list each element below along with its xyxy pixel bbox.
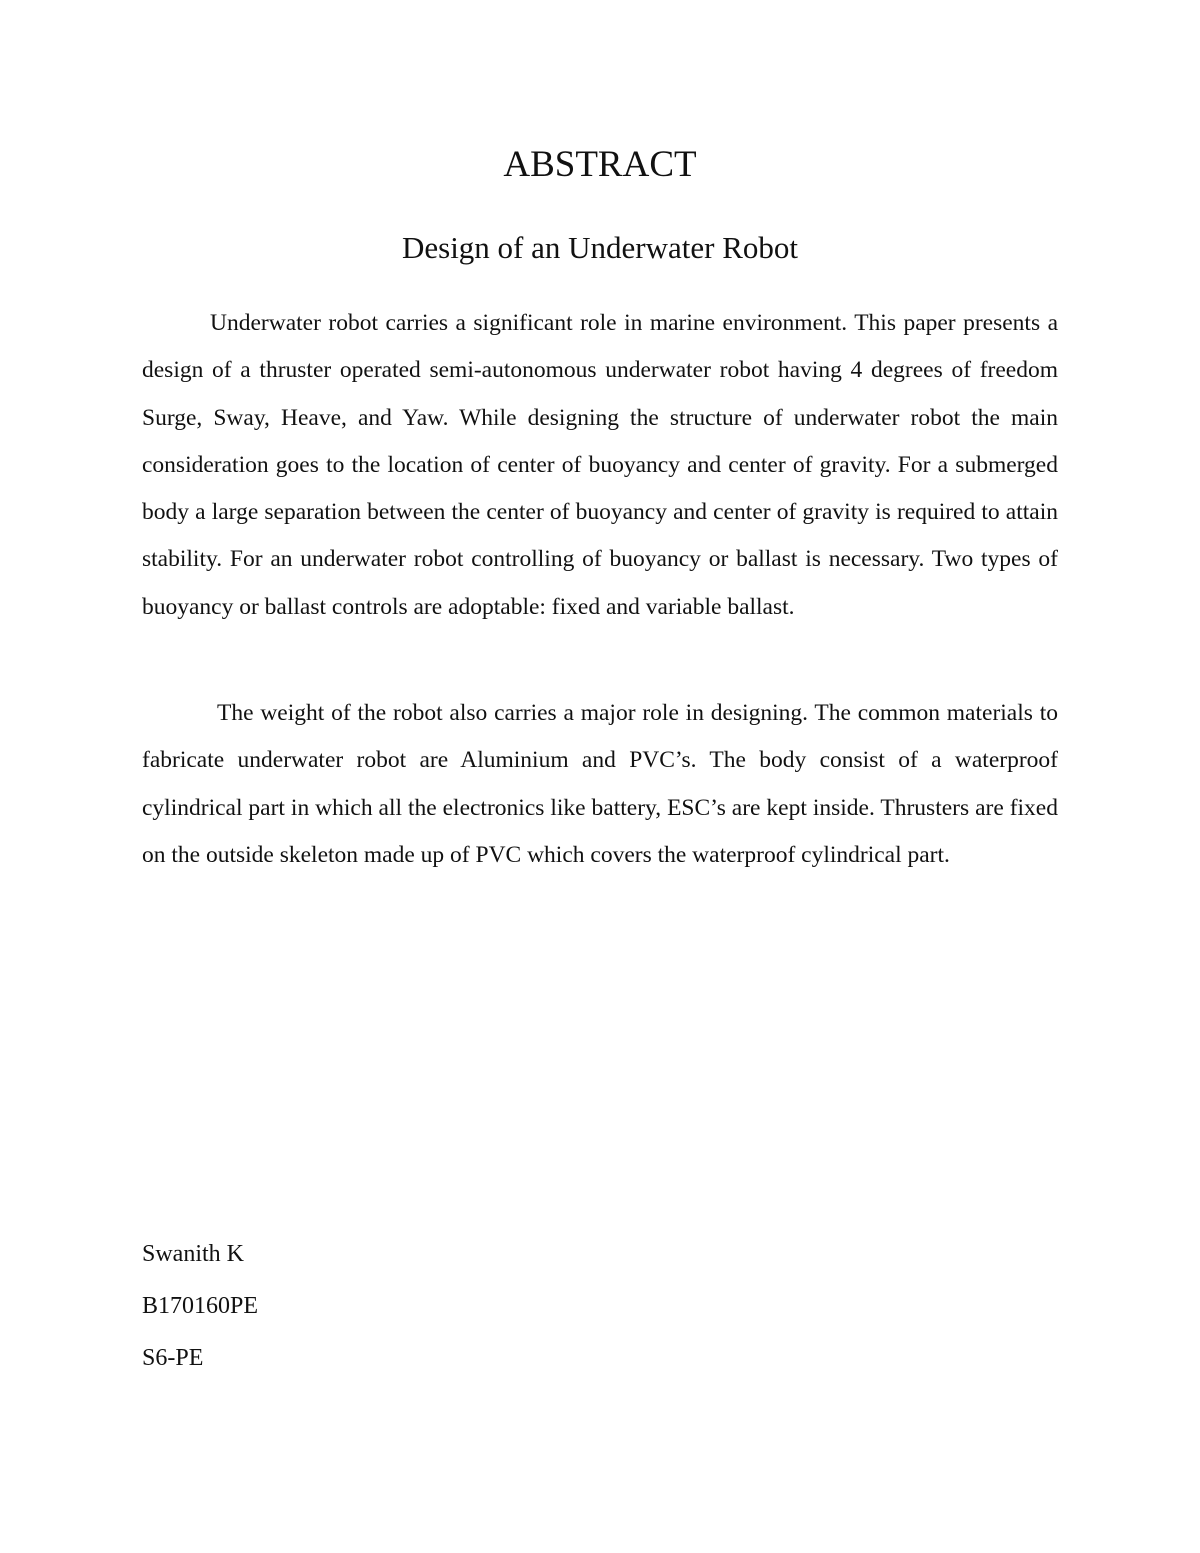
author-name: Swanith K bbox=[142, 1241, 244, 1267]
abstract-paragraph-1: Underwater robot carries a significant role in marine environment. This paper presents a design of a thruster operated semi-autonomous underwater robot having 4 degrees of freedom Surge, Sway, Heave, and Yaw. While designing the structure of underwater robot the main consideration goes to the location of center of buoyancy and center of gravity. For a submerged body a large separation between the center of buoyancy and center of gravity is required to attain stability. For an underwater robot controlling of buoyancy or ballast is necessary. Two types of buoyancy or ballast controls are adoptable: fixed and variable ballast. bbox=[142, 310, 1058, 620]
author-block bbox=[142, 1228, 258, 1384]
page-title: ABSTRACT bbox=[503, 144, 697, 185]
author-class: S6-PE bbox=[142, 1345, 204, 1371]
abstract-paragraph-2: The weight of the robot also carries a major role in designing. The common materials to fabricate underwater robot are Aluminium and PVC’s. The body consist of a waterproof cylindrical part in which all the electronics like battery, ESC’s are kept inside. Thrusters are fixed on the outside skeleton made up of PVC which covers the waterproof cylindrical part. bbox=[142, 700, 1058, 868]
author-roll-number: B170160PE bbox=[142, 1293, 259, 1319]
paper-title: Design of an Underwater Robot bbox=[401, 230, 798, 265]
